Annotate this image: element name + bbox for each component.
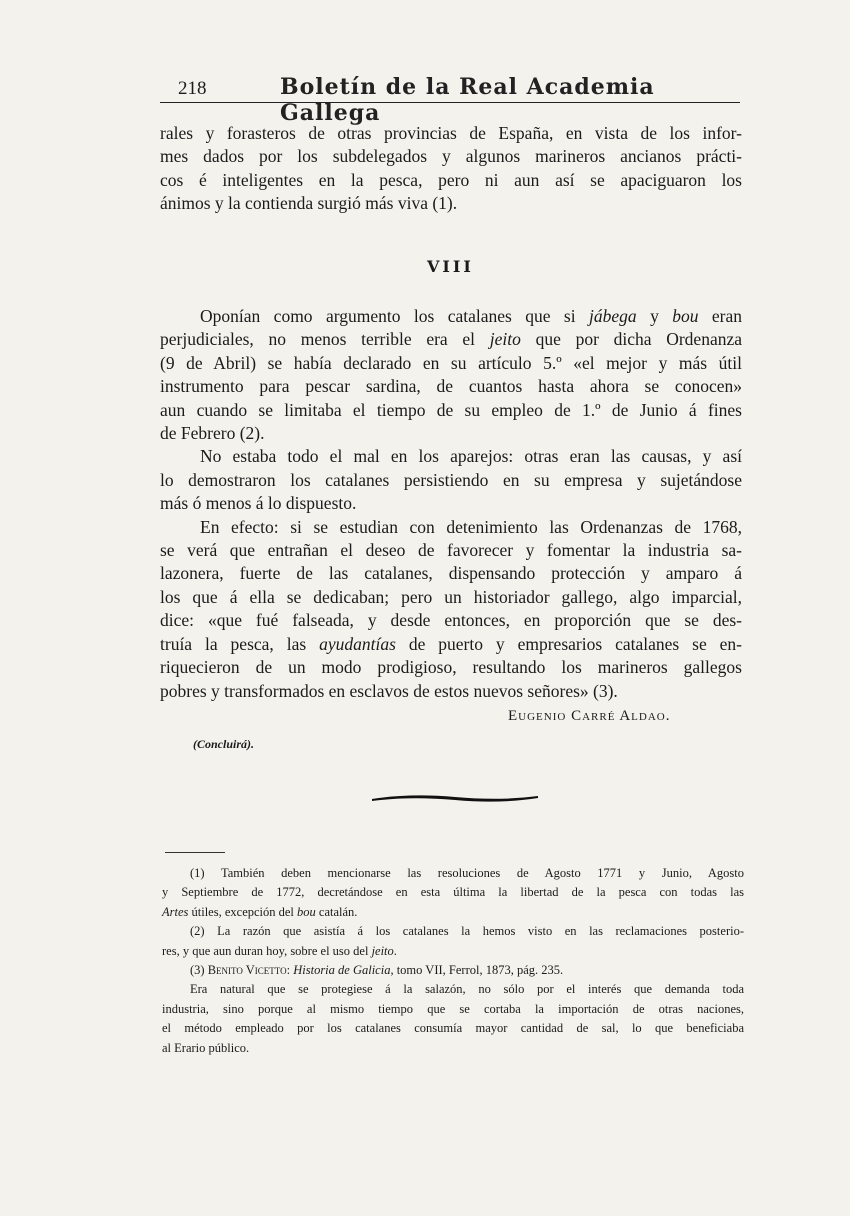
footnote-line: industria, sino porque al mismo tiempo que se cortaba la importación de otras naciones, [162, 1001, 744, 1016]
footnote-line: (1) También deben mencionarse las resoluciones de Agosto 1771 y Junio, Agosto [190, 866, 744, 880]
text-line: lazonera, fuerte de las catalanes, dispensando protección y amparo á [160, 563, 742, 584]
footnote-line: el método empleado por los catalanes consumía mayor cantidad de sal, lo que beneficiaba [162, 1021, 744, 1036]
running-head: Boletín de la Real Academia Gallega [280, 74, 655, 126]
author-signature: Eugenio Carré Aldao. [508, 708, 671, 724]
section-heading: VIII [427, 257, 474, 276]
text-line: perjudiciales, no menos terrible era el jeito que por dicha Ordenanza [160, 329, 742, 350]
text-line: instrumento para pescar sardina, de cuantos hasta ahora se conocen» [160, 376, 742, 397]
page-header [160, 72, 740, 126]
footnote-line: (3) Benito Vicetto: Historia de Galicia, tomo VII, Ferrol, 1873, pág. 235. [190, 963, 564, 978]
text-line: se verá que entrañan el deseo de favorecer y fomentar la industria sa- [160, 540, 742, 561]
text-line: los que á ella se dedicaban; pero un historiador gallego, algo imparcial, [160, 586, 742, 607]
footnote-line: (2) La razón que asistía á los catalanes la hemos visto en las reclamaciones posterio- [190, 924, 744, 939]
footnotes [162, 864, 744, 1058]
text-line: cos é inteligentes en la pesca, pero ni aun así se apaciguaron los [160, 169, 742, 190]
page-number: 218 [178, 78, 207, 99]
footnote-line: y Septiembre de 1772, decretándose en esta última la libertad de la pesca con todas las [162, 885, 744, 900]
footnote-divider [165, 852, 225, 853]
text-line: (9 de Abril) se había declarado en su artículo 5.º «el mejor y más útil [160, 352, 742, 373]
text-line: rales y forasteros de otras provincias de España, en vista de los infor- [160, 123, 742, 143]
text-line: más ó menos á lo dispuesto. [160, 493, 357, 514]
text-line: En efecto: si se estudian con detenimiento las Ordenanzas de 1768, [200, 516, 742, 537]
text-line: aun cuando se limitaba el tiempo de su empleo de 1.º de Junio á fines [160, 399, 742, 420]
text-line: de Febrero (2). [160, 423, 265, 444]
text-line: lo demostraron los catalanes persistiendo en su empresa y sujetándose [160, 469, 742, 490]
text-line: ánimos y la contienda surgió más viva (1). [160, 193, 458, 214]
text-line: pobres y transformados en esclavos de estos nuevos señores» (3). [160, 680, 618, 701]
text-line: mes dados por los subdelegados y algunos marineros ancianos prácti- [160, 146, 742, 167]
text-line: dice: «que fué falseada, y desde entonces, en proporción que se des- [160, 610, 742, 631]
text-line: truía la pesca, las ayudantías de puerto y empresarios catalanes se en- [160, 633, 742, 654]
intro-paragraph [160, 122, 742, 216]
footnote-line: Artes útiles, excepción del bou catalán. [162, 904, 358, 919]
footnote-line: res, y que aun duran hoy, sobre el uso del jeito. [162, 943, 397, 958]
text-line: No estaba todo el mal en los aparejos: otras eran las causas, y así [200, 446, 742, 467]
text-line: Oponían como argumento los catalanes que si jábega y bou eran [200, 306, 743, 326]
ornament-rule-icon [370, 788, 540, 810]
footnote-line: al Erario público. [162, 1040, 250, 1055]
continues-note: (Concluirá). [193, 737, 255, 751]
footnote-line: Era natural que se protegiese á la salazón, no sólo por el interés que demanda toda [190, 982, 744, 997]
text-line: riquecieron de un modo prodigioso, resultando los marineros gallegos [160, 657, 742, 678]
main-text [160, 305, 742, 703]
